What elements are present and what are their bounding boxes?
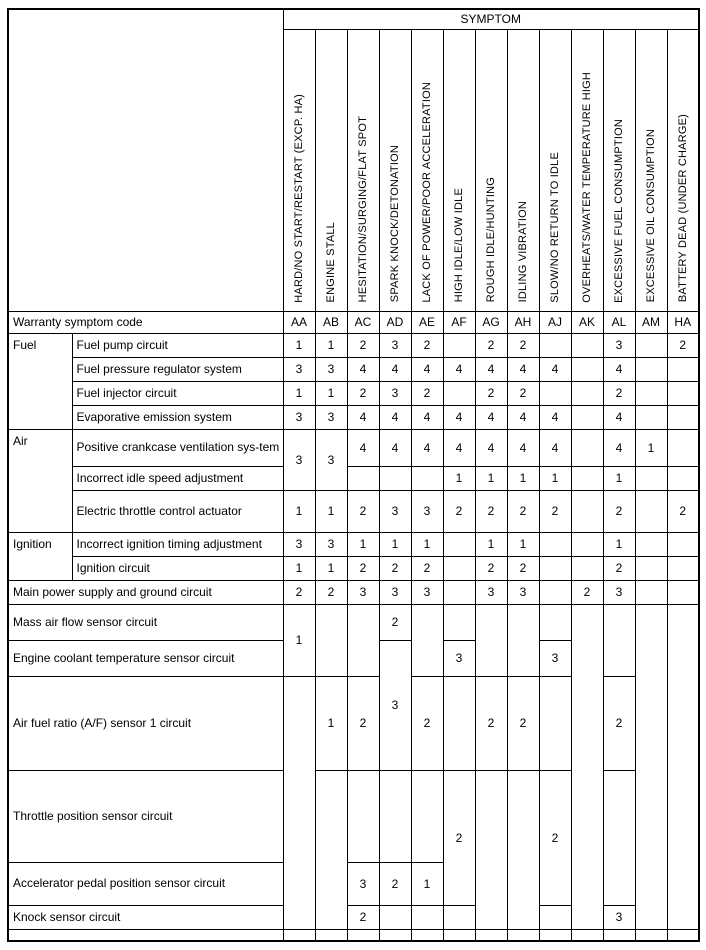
value-cell [667, 466, 699, 490]
value-cell: 2 [283, 580, 315, 604]
value-cell: 4 [603, 405, 635, 429]
value-cell: 2 [411, 676, 443, 770]
value-cell: 2 [347, 333, 379, 357]
value-cell: 2 [539, 490, 571, 532]
value-cell: 1 [475, 466, 507, 490]
value-cell: 2 [603, 490, 635, 532]
value-cell: 1 [507, 532, 539, 556]
value-cell [635, 490, 667, 532]
category-label-ignition: Ignition [8, 532, 72, 580]
value-cell: 2 [347, 676, 379, 770]
value-cell [443, 580, 475, 604]
value-cell: 2 [507, 556, 539, 580]
value-cell [411, 929, 443, 941]
value-cell [539, 929, 571, 941]
symptom-column-header [667, 29, 699, 311]
value-cell [667, 357, 699, 381]
symptom-column-header [635, 29, 667, 311]
symptom-diagnosis-table [7, 8, 700, 942]
value-cell [507, 604, 539, 676]
symptom-column-label: HESITATION/SURGING/FLAT SPOT [356, 116, 369, 303]
value-cell [475, 770, 507, 929]
value-cell [667, 405, 699, 429]
value-cell: 1 [283, 381, 315, 405]
row-label: Knock sensor circuit [8, 905, 283, 929]
symptom-code-cell: AM [635, 311, 667, 333]
value-cell [347, 466, 379, 490]
row-label: Throttle position sensor circuit [8, 770, 283, 862]
symptom-header-row [8, 9, 699, 29]
symptom-column-label: EXCESSIVE OIL CONSUMPTION [644, 129, 657, 303]
value-cell [507, 929, 539, 941]
value-cell: 1 [283, 490, 315, 532]
value-cell: 2 [347, 556, 379, 580]
value-cell [539, 532, 571, 556]
value-cell [667, 929, 699, 941]
value-cell [667, 381, 699, 405]
row-label: Evaporative emission system [72, 405, 283, 429]
value-cell [379, 929, 411, 941]
value-cell: 1 [443, 466, 475, 490]
value-cell [539, 556, 571, 580]
value-cell [667, 429, 699, 466]
value-cell [539, 676, 571, 770]
value-cell [571, 929, 603, 941]
value-cell [539, 604, 571, 640]
value-cell: 4 [603, 357, 635, 381]
value-cell [539, 905, 571, 929]
value-cell: 4 [475, 357, 507, 381]
value-cell: 2 [475, 490, 507, 532]
symptom-code-cell: AJ [539, 311, 571, 333]
value-cell [539, 381, 571, 405]
corner-blank-cell [8, 9, 283, 311]
value-cell: 3 [603, 905, 635, 929]
table-row-ignition-circuit [8, 556, 699, 580]
value-cell: 1 [347, 532, 379, 556]
row-label: Incorrect idle speed adjustment [72, 466, 283, 490]
symptom-code-cell: HA [667, 311, 699, 333]
value-cell: 1 [315, 676, 347, 770]
value-cell: 2 [539, 770, 571, 905]
value-cell [635, 929, 667, 941]
value-cell: 3 [283, 405, 315, 429]
table-row-empty-bottom [8, 929, 699, 941]
symptom-code-cell: AD [379, 311, 411, 333]
value-cell: 2 [571, 580, 603, 604]
value-cell [443, 556, 475, 580]
value-cell: 3 [379, 640, 411, 770]
value-cell: 1 [603, 532, 635, 556]
value-cell: 3 [347, 580, 379, 604]
value-cell: 2 [475, 381, 507, 405]
value-cell [283, 676, 315, 929]
table-row-pcv [8, 429, 699, 466]
value-cell [315, 770, 347, 929]
table-row-fuel-injector [8, 381, 699, 405]
value-cell: 4 [379, 357, 411, 381]
value-cell: 3 [347, 862, 379, 905]
value-cell: 2 [603, 676, 635, 770]
value-cell: 3 [539, 640, 571, 676]
value-cell [411, 770, 443, 862]
symptom-column-header [539, 29, 571, 311]
symptom-column-header [475, 29, 507, 311]
row-label: Fuel injector circuit [72, 381, 283, 405]
value-cell: 3 [379, 580, 411, 604]
value-cell [571, 429, 603, 466]
value-cell [315, 929, 347, 941]
row-label: Positive crankcase ventilation sys-tem [72, 429, 283, 466]
value-cell [539, 580, 571, 604]
value-cell: 3 [283, 532, 315, 556]
value-cell: 2 [507, 333, 539, 357]
value-cell: 1 [315, 381, 347, 405]
value-cell [347, 604, 379, 676]
value-cell [379, 770, 411, 862]
symptom-column-label: SPARK KNOCK/DETONATION [388, 145, 401, 303]
value-cell: 2 [347, 381, 379, 405]
row-label: Air fuel ratio (A/F) sensor 1 circuit [8, 676, 283, 770]
value-cell [603, 770, 635, 905]
symptom-column-label: OVERHEATS/WATER TEMPERATURE HIGH [580, 71, 593, 303]
value-cell: 4 [539, 429, 571, 466]
row-label: Incorrect ignition timing adjustment [72, 532, 283, 556]
value-cell [347, 929, 379, 941]
symptom-code-cell: AA [283, 311, 315, 333]
value-cell: 2 [603, 381, 635, 405]
value-cell: 2 [347, 905, 379, 929]
value-cell: 1 [379, 532, 411, 556]
value-cell: 2 [379, 604, 411, 640]
value-cell: 4 [411, 405, 443, 429]
value-cell: 1 [603, 466, 635, 490]
value-cell: 4 [507, 429, 539, 466]
value-cell [603, 929, 635, 941]
value-cell [443, 929, 475, 941]
value-cell [475, 604, 507, 676]
value-cell [443, 905, 475, 929]
symptom-code-cell: AG [475, 311, 507, 333]
value-cell: 2 [379, 556, 411, 580]
value-cell: 2 [667, 333, 699, 357]
row-label [8, 929, 283, 941]
value-cell: 3 [507, 580, 539, 604]
value-cell: 1 [411, 862, 443, 905]
value-cell: 3 [315, 357, 347, 381]
symptom-column-header [507, 29, 539, 311]
value-cell: 2 [507, 490, 539, 532]
symptom-column-header [603, 29, 635, 311]
symptom-code-cell: AL [603, 311, 635, 333]
row-label: Main power supply and ground circuit [8, 580, 283, 604]
value-cell: 3 [443, 640, 475, 676]
value-cell: 4 [379, 429, 411, 466]
value-cell: 1 [283, 604, 315, 676]
value-cell [443, 532, 475, 556]
value-cell: 2 [475, 676, 507, 770]
symptom-column-label: HIGH IDLE/LOW IDLE [452, 188, 465, 303]
value-cell [571, 405, 603, 429]
value-cell: 3 [475, 580, 507, 604]
warranty-row-label: Warranty symptom code [8, 311, 283, 333]
value-cell: 2 [475, 556, 507, 580]
category-label-air: Air [8, 429, 72, 532]
value-cell [603, 604, 635, 676]
value-cell [411, 905, 443, 929]
value-cell [347, 770, 379, 862]
value-cell: 4 [539, 405, 571, 429]
value-cell [443, 333, 475, 357]
value-cell: 3 [315, 429, 347, 490]
value-cell: 4 [443, 357, 475, 381]
symptom-code-cell: AB [315, 311, 347, 333]
value-cell: 1 [283, 556, 315, 580]
value-cell: 3 [379, 333, 411, 357]
value-cell: 2 [347, 490, 379, 532]
value-cell: 2 [475, 333, 507, 357]
value-cell [635, 357, 667, 381]
row-label: Fuel pump circuit [72, 333, 283, 357]
warranty-code-row [8, 311, 699, 333]
symptom-column-label: ROUGH IDLE/HUNTING [484, 177, 497, 303]
value-cell: 3 [283, 429, 315, 490]
value-cell: 2 [667, 490, 699, 532]
value-cell: 3 [379, 490, 411, 532]
value-cell: 1 [315, 490, 347, 532]
value-cell [443, 676, 475, 770]
value-cell [667, 556, 699, 580]
value-cell: 3 [411, 580, 443, 604]
symptom-column-header [443, 29, 475, 311]
value-cell: 1 [475, 532, 507, 556]
symptom-column-label: BATTERY DEAD (UNDER CHARGE) [676, 114, 689, 303]
value-cell [283, 929, 315, 941]
value-cell: 1 [283, 333, 315, 357]
value-cell: 3 [379, 381, 411, 405]
symptom-column-header [379, 29, 411, 311]
value-cell [443, 604, 475, 640]
value-cell [667, 580, 699, 604]
symptom-column-label: SLOW/NO RETURN TO IDLE [548, 151, 561, 303]
value-cell: 4 [347, 357, 379, 381]
symptom-column-header [283, 29, 315, 311]
value-cell: 4 [379, 405, 411, 429]
table-row-ignition-timing [8, 532, 699, 556]
value-cell: 1 [539, 466, 571, 490]
table-row-mass-air-flow [8, 604, 699, 640]
value-cell [635, 381, 667, 405]
value-cell [667, 532, 699, 556]
value-cell [635, 532, 667, 556]
value-cell: 1 [635, 429, 667, 466]
symptom-column-header [347, 29, 379, 311]
value-cell: 4 [539, 357, 571, 381]
value-cell: 4 [411, 429, 443, 466]
row-label: Electric throttle control actuator [72, 490, 283, 532]
value-cell: 2 [411, 333, 443, 357]
category-label-fuel: Fuel [8, 333, 72, 429]
value-cell [571, 490, 603, 532]
symptom-code-cell: AK [571, 311, 603, 333]
value-cell [635, 333, 667, 357]
value-cell: 2 [379, 862, 411, 905]
symptom-code-cell: AC [347, 311, 379, 333]
table-row-evaporative [8, 405, 699, 429]
value-cell: 4 [507, 405, 539, 429]
value-cell: 4 [475, 405, 507, 429]
value-cell [411, 466, 443, 490]
row-label: Accelerator pedal position sensor circuit [8, 862, 283, 905]
value-cell: 4 [475, 429, 507, 466]
symptom-column-label: IDLING VIBRATION [516, 201, 529, 303]
value-cell [315, 604, 347, 676]
value-cell: 3 [283, 357, 315, 381]
row-label: Engine coolant temperature sensor circuit [8, 640, 283, 676]
symptom-column-header [315, 29, 347, 311]
value-cell: 4 [443, 405, 475, 429]
value-cell [571, 532, 603, 556]
value-cell [571, 556, 603, 580]
value-cell [635, 556, 667, 580]
value-cell: 2 [411, 381, 443, 405]
value-cell: 4 [347, 405, 379, 429]
value-cell [507, 770, 539, 929]
value-cell [635, 466, 667, 490]
value-cell [571, 604, 603, 929]
symptom-column-header [571, 29, 603, 311]
value-cell [539, 333, 571, 357]
value-cell: 1 [411, 532, 443, 556]
value-cell [635, 405, 667, 429]
value-cell: 4 [411, 357, 443, 381]
symptom-group-header: SYMPTOM [283, 9, 699, 29]
value-cell: 3 [411, 490, 443, 532]
value-cell: 2 [315, 580, 347, 604]
value-cell [667, 604, 699, 929]
symptom-code-cell: AH [507, 311, 539, 333]
value-cell: 2 [507, 381, 539, 405]
value-cell [411, 604, 443, 676]
value-cell [379, 466, 411, 490]
value-cell: 2 [443, 490, 475, 532]
row-label: Mass air flow sensor circuit [8, 604, 283, 640]
symptom-column-label: ENGINE STALL [324, 222, 337, 303]
value-cell: 3 [315, 532, 347, 556]
table-row-main-power [8, 580, 699, 604]
value-cell: 1 [315, 333, 347, 357]
row-label: Fuel pressure regulator system [72, 357, 283, 381]
value-cell [379, 905, 411, 929]
value-cell: 1 [507, 466, 539, 490]
value-cell: 3 [315, 405, 347, 429]
value-cell [571, 333, 603, 357]
value-cell [475, 929, 507, 941]
symptom-code-cell: AE [411, 311, 443, 333]
value-cell: 4 [603, 429, 635, 466]
value-cell: 2 [443, 770, 475, 905]
value-cell: 4 [347, 429, 379, 466]
symptom-column-label: HARD/NO START/RESTART (EXCP. HA) [292, 93, 305, 303]
value-cell [571, 466, 603, 490]
row-label: Ignition circuit [72, 556, 283, 580]
value-cell [571, 381, 603, 405]
value-cell: 1 [315, 556, 347, 580]
value-cell [635, 604, 667, 929]
value-cell: 3 [603, 333, 635, 357]
symptom-code-cell: AF [443, 311, 475, 333]
value-cell: 2 [507, 676, 539, 770]
value-cell: 4 [443, 429, 475, 466]
symptom-column-label: EXCESSIVE FUEL CONSUMPTION [612, 118, 625, 303]
table-row-electric-throttle [8, 490, 699, 532]
symptom-column-label: LACK OF POWER/POOR ACCELERATION [420, 81, 433, 303]
symptom-column-header [411, 29, 443, 311]
value-cell [443, 381, 475, 405]
value-cell: 3 [603, 580, 635, 604]
value-cell [571, 357, 603, 381]
table-row-fuel-pressure [8, 357, 699, 381]
value-cell: 2 [411, 556, 443, 580]
value-cell [635, 580, 667, 604]
value-cell: 2 [603, 556, 635, 580]
table-row-fuel-pump [8, 333, 699, 357]
table-row-idle-speed [8, 466, 699, 490]
value-cell: 4 [507, 357, 539, 381]
